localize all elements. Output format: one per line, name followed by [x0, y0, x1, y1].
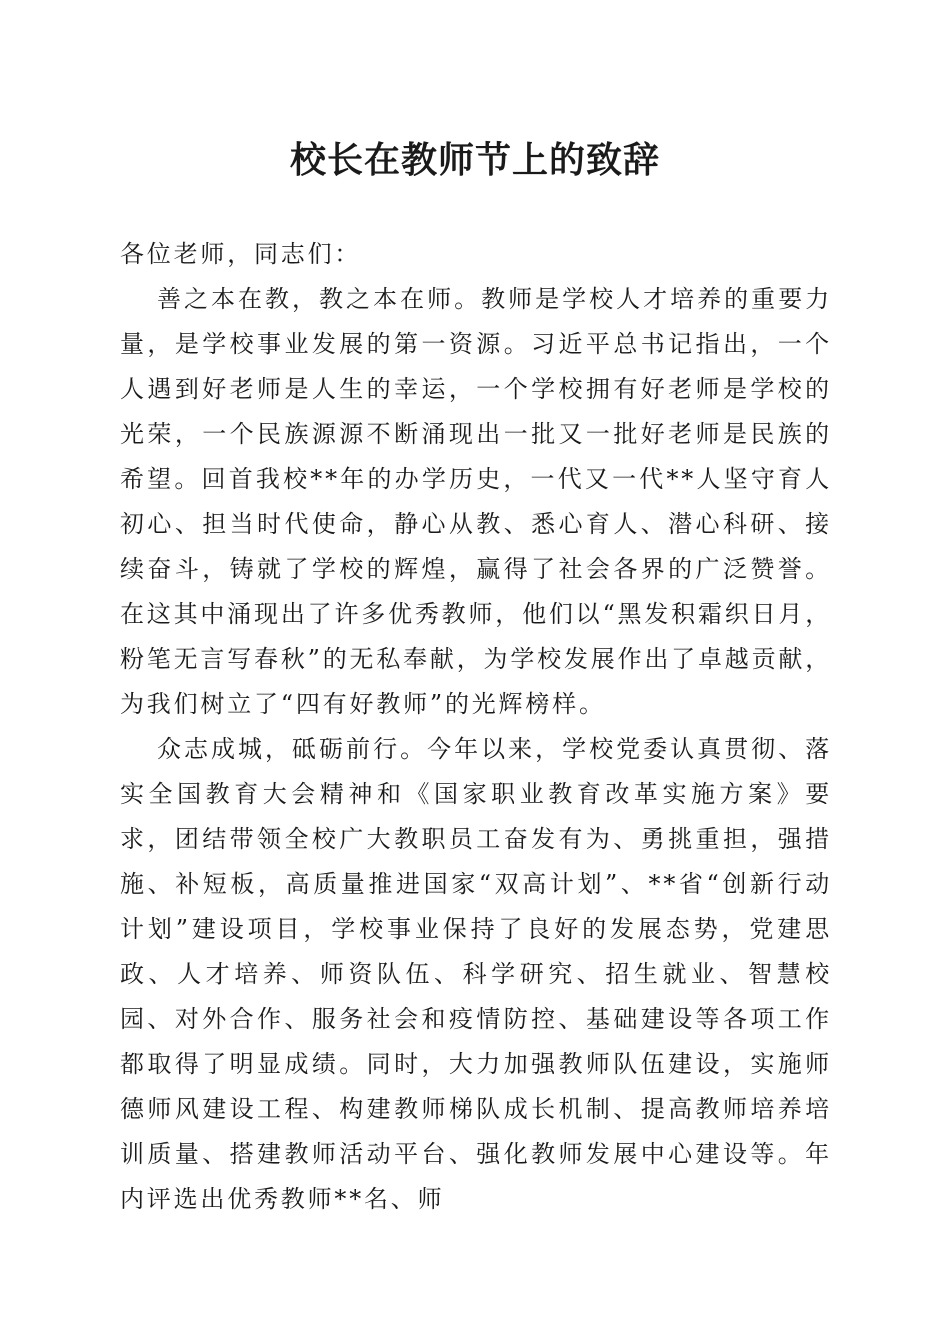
document-body [120, 232, 832, 1222]
paragraph: 众志成城，砥砺前行。今年以来，学校党委认真贯彻、落实全国教育大会精神和《国家职业教育改革实施方案》要求，团结带领全校广大教职员工奋发有为、勇挑重担，强措施、补短板，高质量推进国家“双高计划”、**省“创新行动计划”建设项目，学校事业保持了良好的发展态势，党建思政、人才培养、师资队伍、科学研究、招生就业、智慧校园、对外合作、服务社会和疫情防控、基础建设等各项工作都取得了明显成绩。同时，大力加强教师队伍建设，实施师德师风建设工程、构建教师梯队成长机制、提高教师培养培训质量、搭建教师活动平台、强化教师发展中心建设等。年内评选出优秀教师**名、师 [120, 735, 832, 1213]
salutation: 各位老师，同志们： [120, 240, 362, 268]
paragraph: 善之本在教，教之本在师。教师是学校人才培养的重要力量，是学校事业发展的第一资源。习近平总书记指出，一个人遇到好老师是人生的幸运，一个学校拥有好老师是学校的光荣，一个民族源源不断涌现出一批又一批好老师是民族的希望。回首我校**年的办学历史，一代又一代**人坚守育人初心、担当时代使命，静心从教、悉心育人、潜心科研、接续奋斗，铸就了学校的辉煌，赢得了社会各界的广泛赞誉。在这其中涌现出了许多优秀教师，他们以“黑发积霜织日月，粉笔无言写春秋”的无私奉献，为学校发展作出了卓越贡献，为我们树立了“四有好教师”的光辉榜样。 [120, 285, 832, 718]
document-title: 校长在教师节上的致辞 [289, 139, 660, 181]
